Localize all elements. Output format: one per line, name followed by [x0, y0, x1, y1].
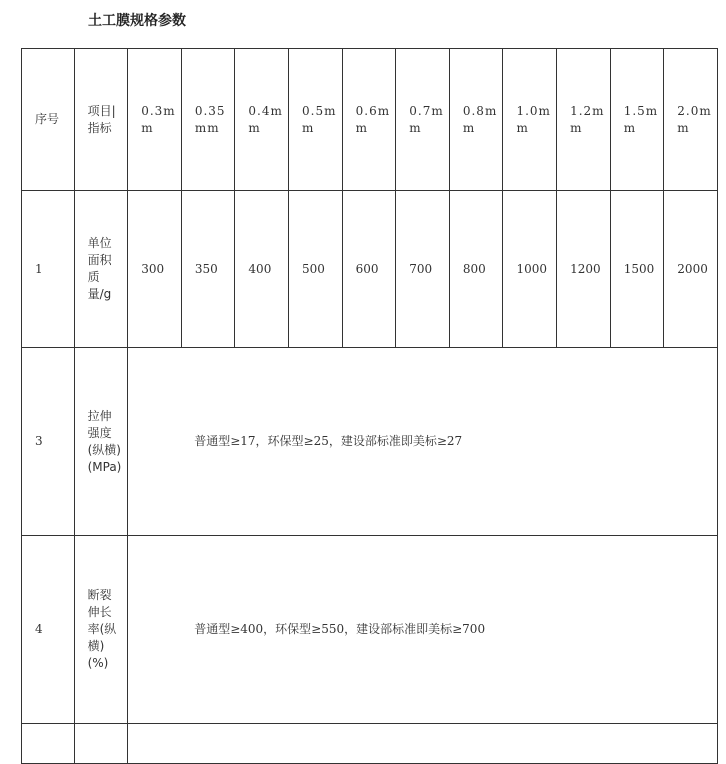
row-label: 拉伸强度(纵横)(MPa) — [74, 348, 128, 536]
spec-table — [21, 48, 718, 764]
thickness-header: 0.7mm — [396, 49, 450, 191]
thickness-header: 0.3mm — [128, 49, 182, 191]
table-cell: 800 — [449, 191, 503, 348]
tensile-strength-value: 普通型≥17，环保型≥25，建设部标准即美标≥27 — [128, 348, 718, 536]
row-label: 断裂伸长率(纵横)(%) — [74, 536, 128, 724]
table-cell: 1500 — [610, 191, 664, 348]
elongation-value: 普通型≥400，环保型≥550，建设部标准即美标≥700 — [128, 536, 718, 724]
row-index: 3 — [22, 348, 75, 536]
thickness-header: 1.0mm — [503, 49, 557, 191]
thickness-header: 0.6mm — [342, 49, 396, 191]
row-label: 单位面积质量/g — [74, 191, 128, 348]
header-item-cell: 项目|指标 — [74, 49, 128, 191]
table-cell: 350 — [181, 191, 235, 348]
table-cell: 600 — [342, 191, 396, 348]
header-row — [22, 49, 718, 191]
row-index: 4 — [22, 536, 75, 724]
table-row — [22, 536, 718, 724]
page-title: 土工膜规格参数 — [88, 13, 186, 29]
thickness-header: 1.2mm — [557, 49, 611, 191]
thickness-header: 0.5mm — [289, 49, 343, 191]
table-cell: 400 — [235, 191, 289, 348]
table-row — [22, 348, 718, 536]
table-cell: 1000 — [503, 191, 557, 348]
table-cell: 700 — [396, 191, 450, 348]
table-cell: 300 — [128, 191, 182, 348]
thickness-header: 1.5mm — [610, 49, 664, 191]
table-cell: 2000 — [664, 191, 718, 348]
table-cell: 1200 — [557, 191, 611, 348]
thickness-header: 0.8mm — [449, 49, 503, 191]
row-index: 1 — [22, 191, 75, 348]
table-row — [22, 191, 718, 348]
thickness-header: 0.4mm — [235, 49, 289, 191]
table-cell: 500 — [289, 191, 343, 348]
thickness-header: 0.35mm — [181, 49, 235, 191]
header-index-cell: 序号 — [22, 49, 75, 191]
thickness-header: 2.0mm — [664, 49, 718, 191]
